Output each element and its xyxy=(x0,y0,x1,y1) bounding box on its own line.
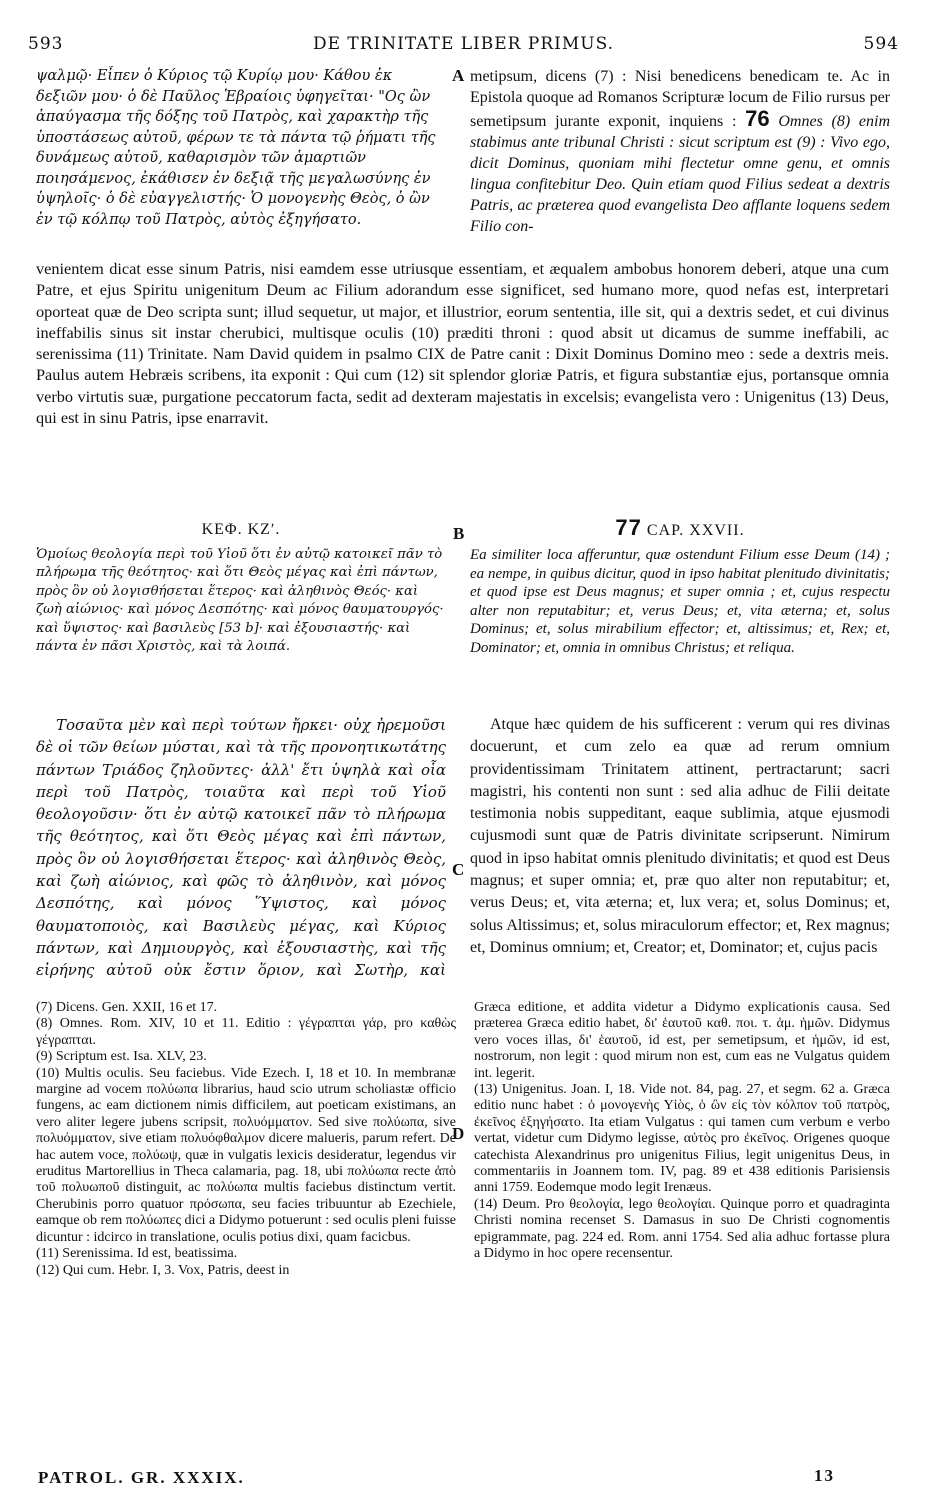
margin-letter-d: D xyxy=(452,1124,465,1143)
footnotes-right xyxy=(474,1000,890,1440)
body-greek-text: Τοσαῦτα μὲν καὶ περὶ τούτων ἤρκει· οὐχ ἠρεμοῦσι δὲ οἱ τῶν θείων μύσται, καὶ τὰ τῆς προνοητικωτάτης πάντων Τριάδος ζηλοῦντες· ἀλλ' ἔτι ὑψηλὰ καὶ οἷα περὶ τοῦ Πατρὸς, τοιαῦτα καὶ περὶ τοῦ Υἱοῦ θεολογοῦσιν· ὅτι ἐν αὐτῷ κατοικεῖ πᾶν τὸ πλήρωμα τῆς θεότητος, καὶ ὅτι Θεὸς μέγας καὶ ἐπὶ πάντων, πρὸς ὃν οὐ λογισθήσεται ἕτερος· καὶ ἀληθινὸς Θεὸς, καὶ ζωὴ αἰώνιος, καὶ φῶς τὸ ἀληθινὸν, καὶ μόνος Δεσπότης, καὶ μόνος Ὕψιστος, καὶ μόνος θαυματοποιὸς, καὶ Βασιλεὺς μέγας, καὶ Κύριος πάντων, καὶ Δημιουργὸς, καὶ ἐξουσιαστὴς, καὶ τῆς εἰρήνης αὐτοῦ οὐκ ἔστιν ὅριον, καὶ Σωτὴρ, καὶ xyxy=(36,716,446,980)
chapter-summary-latin xyxy=(470,546,890,711)
body-greek xyxy=(36,714,446,982)
latin-text-top xyxy=(470,66,890,256)
margin-letter-a: A xyxy=(452,66,465,85)
footnote: (8) Omnes. Rom. XIV, 10 et 11. Editio : γέγραπται γάρ, pro καθὼς γέγραπται. xyxy=(36,1016,456,1048)
latin-paragraph: metipsum, dicens (7) : Nisi benedicens benedicam te. Ac in Epistola quoque ad Romanos Scripturæ locum de Filio rursus per semetipsum jurante exponit, inquiens : 76 Omnes (8) enim stabimus ante tribunal Christi : sicut scriptum est (9) : Vivo ego, dicit Dominus, quoniam mihi flectetur omne genu, et omnis lingua confitebitur Deo. Quin etiam quod Filius sedeat a dextris Patris, ac præterea quod evangelista Deo afflante loquens sedem Filio con- xyxy=(470,68,890,235)
chapter-heading-latin-label: CAP. XXVII. xyxy=(646,522,745,539)
margin-letter-c: C xyxy=(452,860,465,879)
column-marker: 76 xyxy=(745,106,770,131)
body-latin-text: Atque hæc quidem de his sufficerent : verum qui res divinas docuerunt, et cum zelo ea quæ ad rerum omnium providentissimam Trinitatem attinent, pertractarunt; sacri magistri, his contenti non sunt : sed alia adhuc de Filii deitate testimonia nobis suppeditant, eaque sublimia, atque ejusmodi cujusmodi sunt quæ de Patris divinitate scripserunt. Nimirum quod in ipso habitat omnis plenitudo divinitatis; et quod est Deus magnus; et super omnia; et, præ quo alter non reputabitur; et, verus Deus; et, vita æterna; et, lux vera; et, solus Dominus; et, solus Altissimus; et, solus miraculorum effector; et, Rex magnus; et, Dominus omnium; et, Creator; et, Dominator; et, cujus pacis xyxy=(470,716,890,956)
footnote: (11) Serenissima. Id est, beatissima. xyxy=(36,1246,238,1262)
page-number-right: 594 xyxy=(863,34,899,54)
page-number-left: 593 xyxy=(28,34,64,54)
summary-greek-text: Ὁμοίως θεολογία περὶ τοῦ Υἱοῦ ὅτι ἐν αὐτῷ κατοικεῖ πᾶν τὸ πλήρωμα τῆς θεότητος· καὶ ὅτι Θεὸς μέγας καὶ ἐπὶ πάντων, πρὸς ὃν οὐ λογισθήσεται ἕτερος· καὶ ἀληθινὸς Θεός· καὶ ζωὴ αἰώνιος· καὶ μόνος Δεσπότης· καὶ μόνος θαυματουργός· καὶ ὕψιστος· καὶ βασιλεὺς [53 b]· καὶ ἐξουσιαστής· καὶ πάντα ἐν πᾶσι Χριστὸς, καὶ τὰ λοιπά. xyxy=(36,547,444,655)
footnote: (13) Unigenitus. Joan. I, 18. Vide not. 84, pag. 27, et segm. 62 a. Græca editio nunc habet : ὁ μονογενὴς Υἱὸς, ὁ ὢν εἰς τὸν κόλπον τοῦ πατρὸς, ἐκεῖνος ἐξηγήσατο. Ita etiam Vulgatus : qui tamen cum verbum e verbo vertat, videtur cum Didymo legisse, αὐτὸς pro ἐκεῖνος. Origenes quoque catechista Alexandrinus pro unigenitus Filius, legit unigenitus Deus, in commentariis in Joannem tom. IV, pag. 89 et 438 editionis Parisiensis anni 1759. Eodemque modo legit Irenæus. xyxy=(474,1082,890,1196)
chapter-heading-greek: ΚΕΦ. ΚΖʹ. xyxy=(201,521,281,538)
greek-text-top xyxy=(36,66,446,256)
body-latin xyxy=(470,714,890,982)
greek-paragraph: ψαλμῷ· Εἶπεν ὁ Κύριος τῷ Κυρίῳ μου· Κάθου ἐκ δεξιῶν μου· ὁ δὲ Παῦλος Ἑβραίοις ὑφηγεῖται· "Ος ὢν ἀπαύγασμα τῆς δόξης τοῦ Πατρὸς, καὶ χαρακτὴρ τῆς ὑποστάσεως αὐτοῦ, φέρων τε τὰ πάντα τῷ ῥήματι τῆς δυνάμεως αὐτοῦ, καθαρισμὸν τῶν ἁμαρτιῶν ποιησάμενος, ἐκάθισεν ἐν δεξιᾷ τῆς μεγαλωσύνης ἐν ὑψηλοῖς· ὁ δὲ εὐαγγελιστής· Ὁ μονογενὴς Θεὸς, ὁ ὢν ἐν τῷ κόλπῳ τοῦ Πατρὸς, αὐτὸς ἐξηγήσατο. xyxy=(36,68,436,228)
running-header xyxy=(28,34,899,56)
summary-latin-text: Ea similiter loca afferuntur, quæ ostendunt Filium esse Deum (14) ; ea nempe, in quibus dicitur, quod in ipso habitat plenitudo divinitatis; et quod ipse est Deus magnus; et super omnia ; et, cujus respectu alter non reputabitur; et, verus Deus; et, vita æterna; et, solus Dominus; et, solus mirabilium effector; et, altissimus; et, Rex; et, Dominator; et, omnia in omnibus Christus; et reliqua. xyxy=(470,547,890,656)
footnotes-left xyxy=(36,1000,456,1462)
column-marker-77: 77 xyxy=(615,515,642,540)
footer-series-title: PATROL. GR. XXXIX. xyxy=(38,1468,245,1487)
latin-paragraph-full: venientem dicat esse sinum Patris, nisi eamdem esse utriusque essentiam, et æqualem ambobus honorem deberi, atque una cum Patre, et ejus Spiritu unigenitum Deum ac Filium adorandum esse significet, sed humano more, quod nefas est, interpretari oporteat quæ de Deo scripta sunt; illud sequetur, ut major, et illustrior, eorum sententia, ille sit, qui a dextris sedet, et cui divinus ineffabilis sinus sit instar cherubici, multisque oculis (10) præditi throni : quod absit ut dicamus de summe ineffabili, ac serenissima (11) Trinitate. Nam David quidem in psalmo CIX de Patre canit : Dixit Dominus Domino meo : sede a dextris meis. Paulus autem Hebræis scribens, ita exponit : Qui cum (12) sit splendor gloriæ Patris, et figura substantiæ ejus, portansque omnia verbo virtutis suæ, purgatione peccatorum facta, sedit ad dexteram majestatis in excelsis; evangelista vero : Unigenitus (13) Deus, qui est in sinu Patris, ipse enarravit. xyxy=(36,259,889,428)
chapter-summary-greek xyxy=(36,546,446,706)
footnote: (10) Multis oculis. Seu faciebus. Vide Ezech. I, 18 et 10. In membranæ margine ad vocem πολύωπα librarius, haud scio utrum scholiastæ officio fungens, ac eam dictionem nimis difficilem, aut poeticam existimans, an vero aliter legere jubens scripsit, πολυόμματον. Sed sive πολύωπα, sive πολυόμματον, sive etiam πολυόφθαλμον dicere malueris, parum refert. De hac autem voce, πολύωψ, quæ in vulgatis lexicis desideratur, legendus vir eruditus Martorellius in Theca calamaria, pag. 18, ubi πολύωπα recte ἀπὸ τοῦ πολυωποῦ distinguit, ac πολύωπα multis faciebus distinctum vertit. Cherubinis porro quatuor πρόσωπα, seu facies tribuuntur ab Ezechiele, eamque ob rem πολύωπες dici a Didymo potuerunt : sed oculis pleni fuisse dicuntur : idcirco in translatione, oculis potius dixi, quam facicbus. xyxy=(36,1065,456,1245)
footnote: (12) Qui cum. Hebr. I, 3. Vox, Patris, deest in xyxy=(36,1262,290,1278)
chapter-heading-latin xyxy=(470,515,890,541)
footnote: Græca editione, et addita videtur a Didymo explicationis causa. Sed præterea Græca editio habet, δι' ἑαυτοῦ καθ. ποι. τ. ἁμ. ἡμῶν. Didymus vero voces illas, δι' ἑαυτοῦ, id est, per semetipsum, et ἡμῶν, id est, nostrorum, non legit : quod mirum non est, cum eas ne Vulgatus quidem int. legerit. xyxy=(474,1000,890,1081)
footnote: (7) Dicens. Gen. XXII, 16 et 17. xyxy=(36,1000,218,1015)
footnote: (14) Deum. Pro θεολογία, lego θεολογίαι. Quinque porro et quadraginta Christi nomina recenset S. Damasus in suo De Christi cognomentis epigrammate, pag. 224 ed. Rom. anni 1754. Sed alia adhuc fortasse plura a Didymo in hoc opere recensentur. xyxy=(474,1196,890,1262)
margin-letter-b: B xyxy=(453,524,465,543)
footnote: (9) Scriptum est. Isa. XLV, 23. xyxy=(36,1049,207,1065)
latin-fullwidth-paragraph xyxy=(36,258,889,516)
footer-signature: 13 xyxy=(814,1466,835,1485)
running-title: DE TRINITATE LIBER PRIMUS. xyxy=(312,34,615,54)
